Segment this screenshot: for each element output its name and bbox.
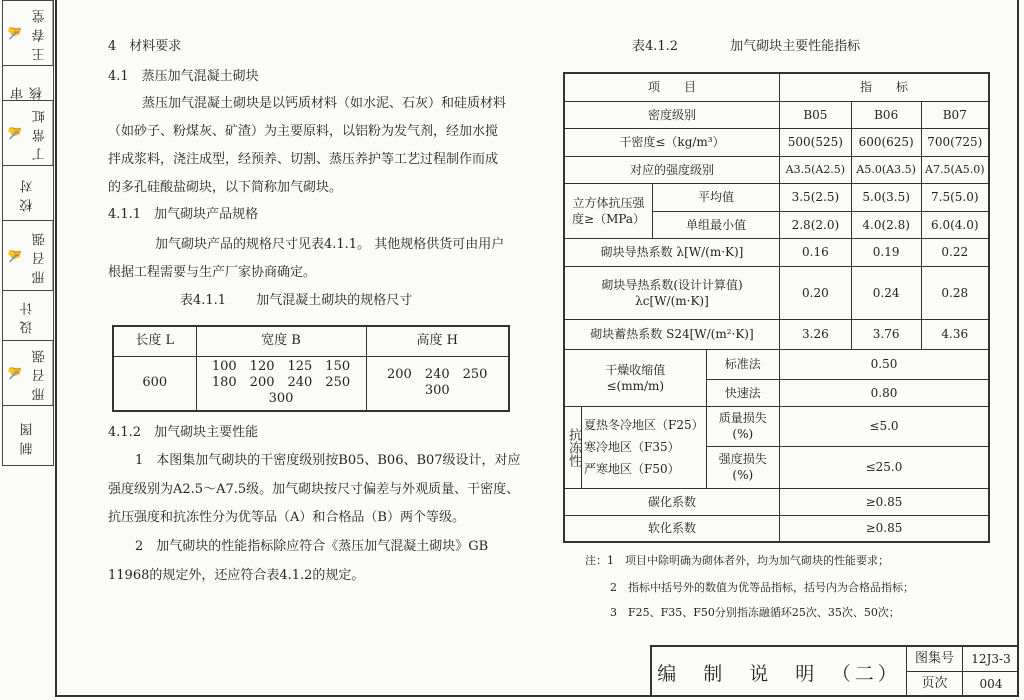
width-values: 100 120 125 150	[211, 359, 351, 375]
sidebar-cell	[3, 101, 53, 166]
sidebar-label: 王春堂	[28, 1, 54, 65]
cell: 0.80	[780, 379, 990, 406]
paragraph-line: 强度级别为A2.5～A7.5级。加气砌块按尺寸偏差与外观质量、干密度、	[108, 482, 520, 497]
label-line: ≤(mm/m)	[606, 378, 665, 393]
signature-sidebar	[2, 0, 54, 466]
label-line: 干燥收缩值	[605, 362, 666, 377]
cell: 0.50	[780, 349, 990, 379]
atlas-label: 图集号	[907, 647, 963, 672]
cell: 0.16	[780, 238, 852, 266]
cell: A5.0(A3.5)	[851, 156, 921, 183]
cell: 2.8(2.0)	[780, 211, 852, 238]
sidebar-cell	[3, 291, 53, 341]
note: 2 指标中括号外的数值为优等品指标，括号内为合格品指标；	[610, 581, 914, 594]
table-4-1-2-caption: 表4.1.2 加气砌块主要性能指标	[632, 39, 861, 54]
row-label: 密度级别	[564, 101, 780, 128]
heading-4-1-2: 4.1.2 加气砌块主要性能	[108, 425, 259, 440]
cell-length: 600	[113, 356, 196, 411]
heading-4-1-1: 4.1.1 加气砌块产品规格	[108, 207, 259, 222]
row-label: 抗冻性	[564, 406, 582, 488]
sidebar-cell	[3, 406, 53, 466]
page-label: 页次	[907, 672, 963, 697]
cell: 3.5(2.5)	[780, 183, 852, 211]
paragraph-line: 加气砌块产品的规格尺寸见表4.1.1。 其他规格供货可由用户	[155, 237, 505, 252]
cell: 0.20	[780, 266, 852, 319]
sidebar-cell	[3, 341, 53, 406]
sidebar-cell	[3, 221, 53, 291]
label-line: 夏热冬冷地区（F25）	[584, 418, 704, 432]
sidebar-label: 审核	[11, 81, 45, 100]
paragraph-line: 抗压强度和抗冻性分为优等品（A）和合格品（B）两个等级。	[108, 510, 465, 525]
cell-height: 200 240 250 300	[366, 356, 509, 411]
row-label: 砌块导热系数 λ[W/(m·K)]	[564, 238, 780, 266]
cell: 6.0(4.0)	[921, 211, 989, 238]
sidebar-label: 校对	[20, 174, 36, 212]
row-label	[564, 349, 706, 406]
header-index: 指 标	[780, 73, 990, 101]
signature: ✍	[8, 125, 23, 141]
sidebar-label: 制图	[20, 417, 36, 455]
cell-width	[196, 356, 366, 411]
sidebar-label: 邢召强	[28, 221, 54, 290]
paragraph-line: 11968的规定外，还应符合表4.1.2的规定。	[108, 568, 365, 583]
signature: ✍	[8, 365, 23, 381]
row-label: 质量损失(%)	[706, 406, 779, 446]
paragraph-line: 1 本图集加气砌块的干密度级别按B05、B06、B07级设计，对应	[135, 453, 521, 468]
sidebar-label: 设计	[20, 296, 36, 335]
cell: 5.0(3.5)	[851, 183, 921, 211]
cell: A3.5(A2.5)	[780, 156, 852, 183]
row-label: 砌块蓄热系数 S24[W/(m²·K)]	[564, 319, 780, 349]
paragraph-line: 2 加气砌块的性能指标除应符合《蒸压加气混凝土砌块》GB	[135, 539, 489, 554]
signature: ✍	[8, 25, 23, 41]
atlas-number: 12J3-3	[963, 647, 1019, 672]
row-label: 干密度≤（kg/m³）	[564, 128, 780, 156]
note: 注：1 项目中除明确为砌体者外，均为加气砌块的性能要求；	[585, 554, 889, 567]
row-label: 碳化系数	[564, 488, 780, 515]
sheet-title: 编 制 说 明 （二）	[652, 647, 907, 697]
cell: B07	[921, 101, 989, 128]
cell: 700(725)	[921, 128, 989, 156]
cell: 0.19	[851, 238, 921, 266]
row-label: 平均值	[653, 183, 780, 211]
cell: B06	[851, 101, 921, 128]
cell: 600(625)	[851, 128, 921, 156]
signature: ✍	[8, 248, 23, 263]
cell: ≤25.0	[780, 446, 990, 488]
cell: 0.22	[921, 238, 989, 266]
row-label: 立方体抗压强度≥（MPa）	[564, 183, 653, 238]
frost-zones	[582, 406, 707, 488]
heading-4-1: 4.1 蒸压加气混凝土砌块	[108, 69, 259, 84]
label-line: 寒冷地区（F35）	[584, 440, 680, 454]
cell: B05	[780, 101, 852, 128]
cell: 4.0(2.8)	[851, 211, 921, 238]
row-label	[564, 266, 780, 319]
cell: 3.76	[851, 319, 921, 349]
paragraph-line: 拌成浆料，浇注成型，经预养、切割、蒸压养护等工艺过程制作而成	[108, 152, 499, 167]
cell: ≤5.0	[780, 406, 990, 446]
table-4-1-2	[563, 72, 990, 543]
sidebar-cell	[3, 1, 53, 66]
cell: 500(525)	[780, 128, 852, 156]
table-4-1-1	[112, 325, 510, 412]
cell: 0.24	[851, 266, 921, 319]
sidebar-cell	[3, 166, 53, 221]
cell: ≥0.85	[780, 515, 990, 542]
title-block	[650, 645, 1019, 697]
heading-4: 4 材料要求	[108, 39, 182, 54]
paragraph-line: 的多孔硅酸盐砌块，以下简称加气砌块。	[108, 180, 343, 195]
label-line: λc[W/(m·K)]	[635, 293, 709, 308]
header-item: 项 目	[564, 73, 780, 101]
cell: A7.5(A5.0)	[921, 156, 989, 183]
cell: 3.26	[780, 319, 852, 349]
header-width: 宽度 B	[196, 326, 366, 356]
row-label: 软化系数	[564, 515, 780, 542]
sidebar-label: 丁常虹	[28, 101, 54, 165]
sidebar-label: 邢召强	[28, 341, 54, 405]
row-label: 快速法	[706, 379, 779, 406]
row-label: 强度损失(%)	[706, 446, 779, 488]
row-label: 标准法	[706, 349, 779, 379]
table-4-1-1-caption: 表4.1.1 加气混凝土砌块的规格尺寸	[180, 293, 413, 308]
header-length: 长度 L	[113, 326, 196, 356]
row-label: 单组最小值	[653, 211, 780, 238]
paragraph-line: 蒸压加气混凝土砌块是以钙质材料（如水泥、石灰）和硅质材料	[142, 96, 507, 111]
paragraph-line: （如砂子、粉煤灰、矿渣）为主要原料，以铝粉为发气剂，经加水搅	[108, 124, 499, 139]
label-line: 严寒地区（F50）	[584, 462, 680, 476]
note: 3 F25、F35、F50分别指冻融循环25次、35次、50次；	[610, 606, 900, 619]
width-values: 180 200 240 250 300	[211, 375, 364, 407]
row-label: 对应的强度级别	[564, 156, 780, 183]
cell: 4.36	[921, 319, 989, 349]
cell: 7.5(5.0)	[921, 183, 989, 211]
label-line: 砌块导热系数(设计计算值)	[601, 277, 743, 292]
paragraph-line: 根据工程需要与生产厂家协商确定。	[108, 265, 317, 280]
page-number: 004	[979, 677, 1003, 691]
cell: 0.28	[921, 266, 989, 319]
sidebar-cell	[3, 66, 53, 101]
cell: ≥0.85	[780, 488, 990, 515]
header-height: 高度 H	[366, 326, 509, 356]
